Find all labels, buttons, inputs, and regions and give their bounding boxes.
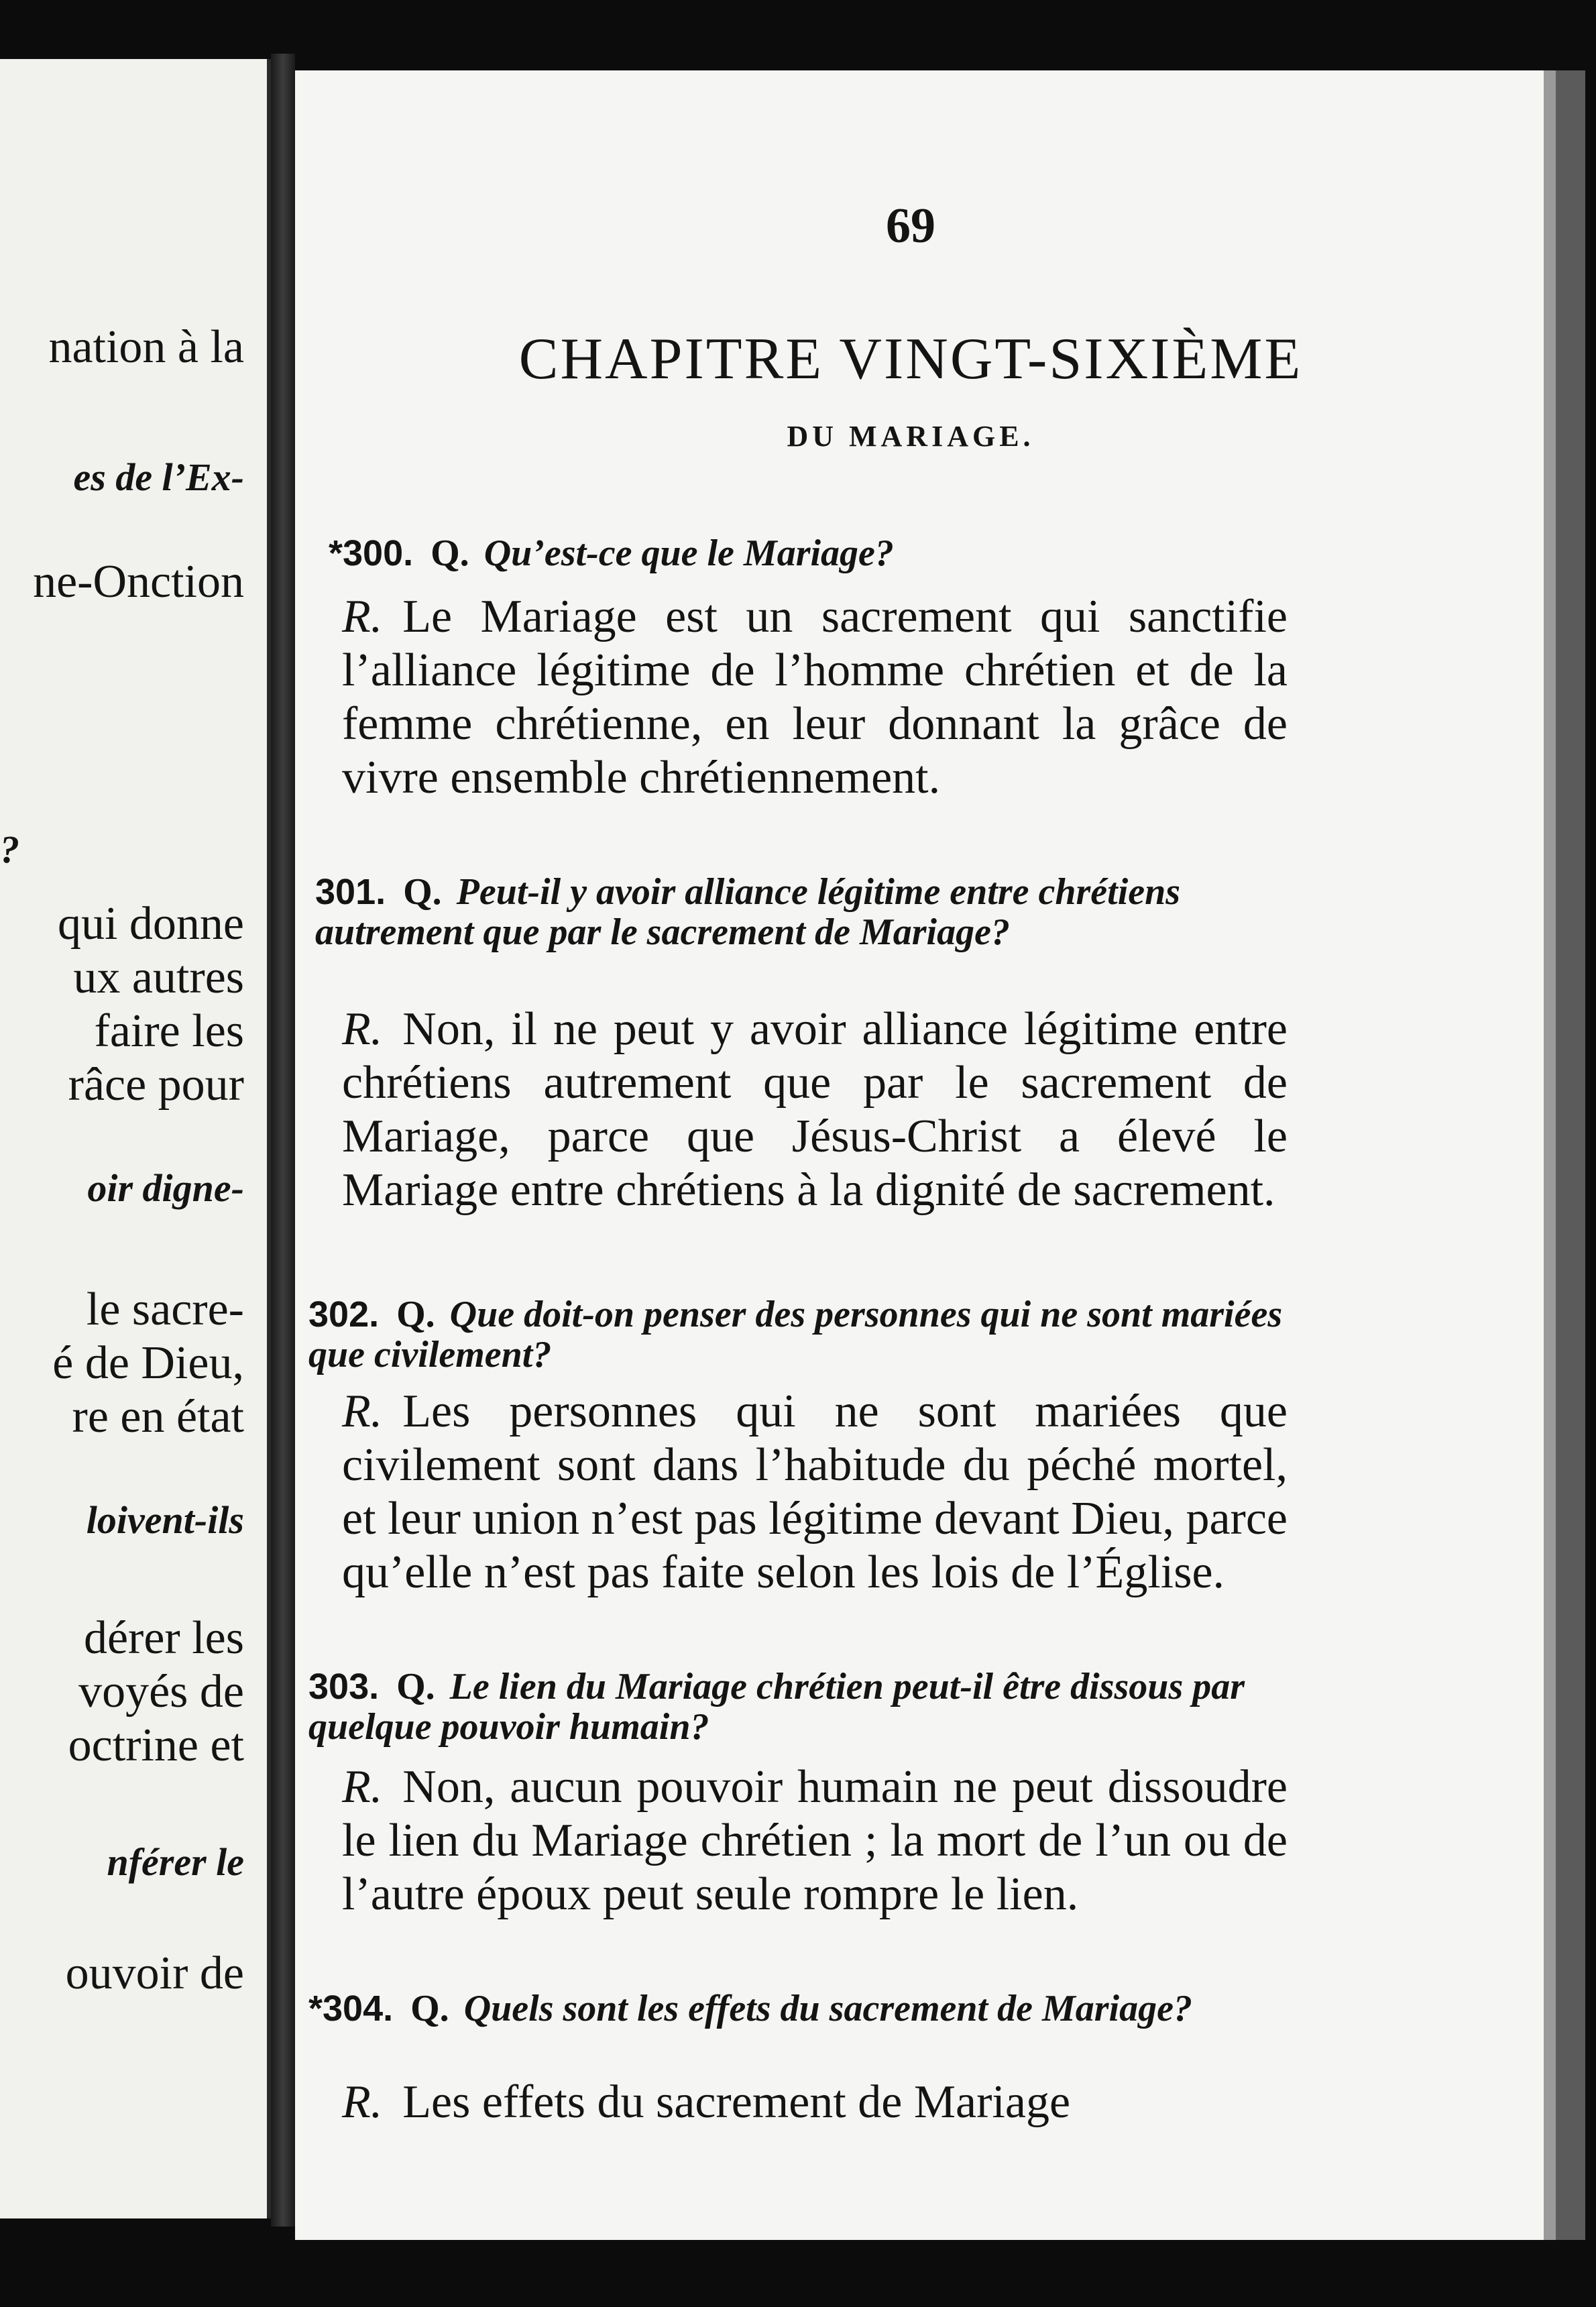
answer-text: Le Mariage est un sacrement qui sanctifie l’alliance légitime de l’homme chrétien et de la femme chrétienne, en leur donnant la grâce de vivre ensemble chrétiennement. bbox=[342, 591, 1288, 803]
left-page-line: faire les bbox=[94, 1005, 244, 1057]
answer-label: R. bbox=[342, 1761, 383, 1813]
right-page bbox=[295, 70, 1585, 2240]
left-page-line: voyés de bbox=[78, 1666, 244, 1718]
left-page-line: le sacre- bbox=[86, 1284, 244, 1335]
book-gutter bbox=[271, 54, 295, 2227]
left-page-line: ? bbox=[0, 828, 19, 871]
page-number: 69 bbox=[886, 199, 935, 254]
chapter-title: CHAPITRE VINGT-SIXIÈME bbox=[518, 327, 1303, 392]
question-text: Que doit-on penser des personnes qui ne sont mariées que civilement? bbox=[308, 1294, 1283, 1375]
answer-label: R. bbox=[342, 1003, 383, 1055]
left-page-line: é de Dieu, bbox=[52, 1337, 244, 1389]
question-number: *300. bbox=[329, 533, 414, 573]
left-page-line: octrine et bbox=[68, 1720, 244, 1771]
left-page-line: qui donne bbox=[57, 898, 244, 950]
question-number: 301. bbox=[315, 872, 386, 912]
question-301 bbox=[315, 872, 1321, 952]
answer-text: Les effets du sacrement de Mariage bbox=[402, 2076, 1071, 2128]
answer-label: R. bbox=[342, 2076, 383, 2128]
answer-text: Les personnes qui ne sont mariées que civilement sont dans l’habitude du péché mortel, et leur union n’est pas légitime devant Dieu, parce qu’elle n’est pas faite selon les lois de l’Église. bbox=[342, 1386, 1288, 1598]
left-page-line: loivent-ils bbox=[86, 1498, 244, 1542]
question-303 bbox=[308, 1667, 1314, 1747]
answer-301 bbox=[295, 1003, 1288, 1217]
question-label: Q. bbox=[403, 871, 442, 913]
question-label: Q. bbox=[396, 1666, 435, 1707]
answer-text: Non, aucun pouvoir humain ne peut dissoudre le lien du Mariage chrétien ; la mort de l’un ou de l’autre époux peut seule rompre le lien. bbox=[342, 1761, 1288, 1920]
question-text: Peut-il y avoir alliance légitime entre chrétiens autrement que par le sacrement de Mariage? bbox=[315, 871, 1181, 953]
left-page-line: ouvoir de bbox=[65, 1948, 244, 1999]
answer-label: R. bbox=[342, 1386, 383, 1437]
left-page-line: es de l’Ex- bbox=[73, 455, 244, 499]
question-number: *304. bbox=[308, 1988, 394, 2029]
question-text: Qu’est-ce que le Mariage? bbox=[483, 532, 894, 574]
answer-300 bbox=[295, 590, 1288, 805]
question-label: Q. bbox=[396, 1294, 435, 1335]
question-label: Q. bbox=[431, 532, 469, 574]
left-page-line: ux autres bbox=[73, 952, 244, 1003]
answer-text: Non, il ne peut y avoir alliance légitime entre chrétiens autrement que par le sacrement de Mariage, parce que Jésus-Christ a élevé le Mariage entre chrétiens à la dignité de sacrement. bbox=[342, 1003, 1288, 1216]
answer-304 bbox=[295, 2076, 1288, 2129]
answer-302 bbox=[295, 1385, 1288, 1599]
left-page-line: dérer les bbox=[83, 1612, 244, 1664]
question-302 bbox=[308, 1294, 1314, 1375]
answer-303 bbox=[295, 1760, 1288, 1921]
question-label: Q. bbox=[410, 1988, 449, 2029]
left-page-line: râce pour bbox=[68, 1059, 244, 1111]
question-300 bbox=[329, 533, 1334, 573]
question-number: 303. bbox=[308, 1667, 380, 1707]
question-text: Le lien du Mariage chrétien peut-il être dissous par quelque pouvoir humain? bbox=[308, 1666, 1245, 1748]
question-text: Quels sont les effets du sacrement de Mariage? bbox=[463, 1988, 1192, 2029]
answer-label: R. bbox=[342, 591, 383, 642]
left-page-line: oir digne- bbox=[87, 1166, 244, 1210]
question-number: 302. bbox=[308, 1294, 380, 1335]
left-page-line: nation à la bbox=[48, 321, 244, 373]
question-304 bbox=[308, 1988, 1314, 2029]
left-page-line: nférer le bbox=[107, 1840, 244, 1884]
left-page bbox=[0, 59, 271, 2218]
left-page-line: re en état bbox=[72, 1391, 244, 1443]
chapter-subtitle: DU MARIAGE. bbox=[787, 420, 1035, 453]
left-page-line: ne-Onction bbox=[33, 556, 244, 608]
